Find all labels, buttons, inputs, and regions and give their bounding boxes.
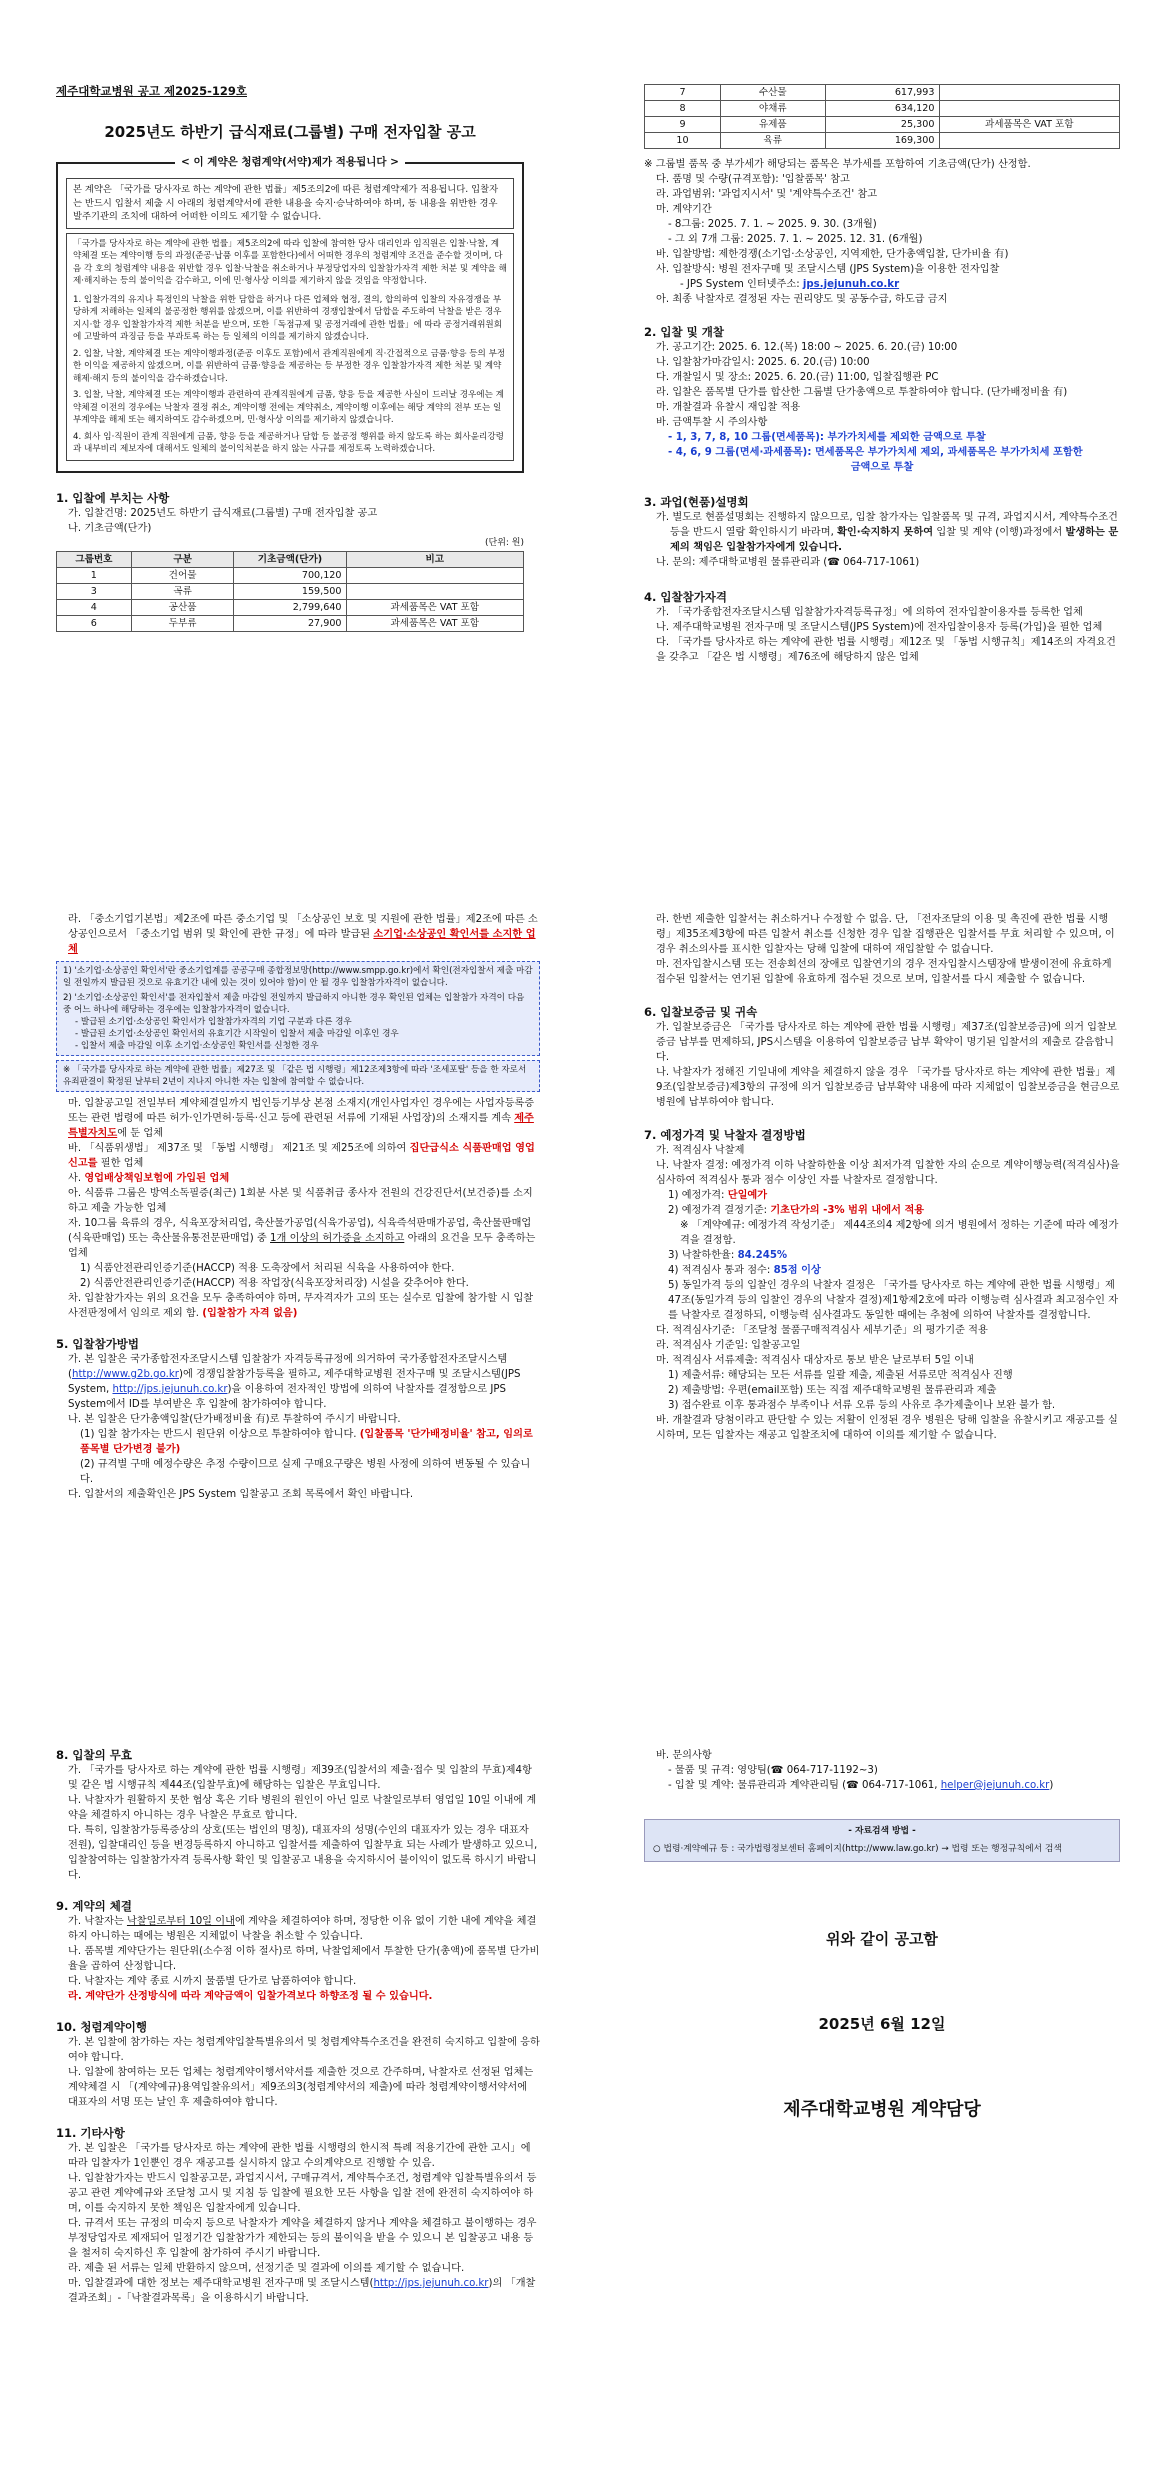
table-row [57, 567, 524, 583]
jps-link[interactable]: jps.jejunuh.co.kr [802, 279, 900, 290]
confirmation-subnote: - 발급된 소기업·소상공인 확인서의 유효기간 시작일이 입찰서 제출 마감일 이후인 경우 [75, 1029, 399, 1039]
eligibility-item: 나. 제주대학교병원 전자구매 및 조달시스템(JPS System)에 전자입찰이용자 등록(가입)을 필한 업체 [656, 622, 1103, 633]
location-end: 에 둔 업체 [117, 1128, 164, 1139]
section-1-title: 1. 입찰에 부치는 사항 [56, 490, 170, 505]
contract-period-item: - 그 외 7개 그룹: 2025. 7. 1. ~ 2025. 12. 31. (6개월) [668, 234, 923, 245]
meat-emph: 1개 이상의 허가증을 소지하고 [270, 1233, 405, 1244]
section-10-title: 10. 청렴계약이행 [56, 2020, 148, 2034]
table-cell [939, 85, 1120, 101]
contact-text: - 입찰 및 계약: 물류관리과 계약관리팀 (☎ 064-717-1061, [668, 1780, 938, 1791]
briefing-emph2: 발생하는 문제의 책임은 입찰참가자에게 있습니다. [670, 527, 1119, 553]
integrity-item: 2. 입찰, 낙찰, 계약체결 또는 계약이행과정(준공 이후도 포함)에서 관계직원에게 직·간접적으로 금품·향응 등의 부정한 이익을 제공하지 않겠으며, 이를 위반하여 금품·향응을 제공하는 등 부정한 경우 입찰참가자격 제한 처분 및 계약해제·해지 등의 불이익을 감수하겠습니다. [73, 348, 506, 384]
section-5-title: 5. 입찰참가방법 [56, 1337, 140, 1351]
table-cell: 곡류 [131, 583, 234, 599]
table-row [645, 85, 1120, 101]
table-row [645, 133, 1120, 149]
no-transfer: 아. 최종 낙찰자로 결정된 자는 권리양도 및 공동수급, 하도급 금지 [656, 294, 948, 305]
integrity-item: 4. 회사 임·직원이 관계 직원에게 금품, 향응 등을 제공하거나 담합 등 불공정 행위를 하지 않도록 하는 회사윤리강령과 내부비리 제보자에 대해서도 일체의 불이익처분을 하지 않는 사규를 제정토록 노력하겠습니다. [73, 431, 504, 454]
table-cell: 과세품목은 VAT 포함 [939, 117, 1120, 133]
closing-text: 위와 같이 공고함 [826, 1930, 938, 1948]
price-basis-note: ※ 「계약예규: 예정가격 작성기준」 제44조의4 제2항에 의거 병원에서 정하는 기준에 따라 예정가격을 결정함. [680, 1220, 1119, 1246]
taxfree-caution: - 1, 3, 7, 8, 10 그룹(면세품목): 부가가치세를 제외한 금액으로 투찰 [668, 432, 986, 443]
integrity-rule: 가. 본 입찰에 참가하는 자는 청렴계약입찰특별유의서 및 청렴계약특수조건을 완전히 숙지하고 입찰에 응하여야 합니다. [68, 2037, 540, 2063]
meat-text: 자. 10그룹 육류의 경우, 식육포장처리업, 축산물가공업(식육가공업), 식육즉석판매가공업, 축산물판매업(식육판매업) 또는 축산물유통전문판매업) 중 [68, 1218, 532, 1244]
bid-rule: 라. 입찰은 품목별 단가를 합산한 그룹별 단가총액으로 투찰하여야 합니다. (단가배정비율 有) [656, 387, 1068, 398]
table-cell: 25,300 [825, 117, 939, 133]
misc-item: 가. 본 입찰은 「국가를 당사자로 하는 계약에 관한 법률 시행령의 한시적 특례 적용기간에 관한 고시」에 따라 입찰자가 1인뿐인 경우 재공고를 실시하지 않고 수의계약으로 진행할 수 있음. [68, 2143, 531, 2169]
document-deadline: 마. 적격심사 서류제출: 적격심사 대상자로 통보 받은 날로부터 5일 이내 [656, 1355, 974, 1366]
food-license-requirement [56, 1141, 540, 1171]
no-withdrawal: 라. 한번 제출한 입찰서는 취소하거나 수정할 수 없음. 단, 「전자조달의 이용 및 촉진에 관한 법률 시행령」제35조제3항에 따른 입찰서 취소를 신청한 경우 입찰 집행관은 입찰서를 무효 처리할 수 있으며, 이 경우 취소의사를 표시한 입찰자는 당해 입찰에 대하여 재입찰할 수 없습니다. [656, 914, 1115, 955]
contract-period-label: 마. 계약기간 [656, 204, 712, 215]
contract-period-item: - 8그룹: 2025. 7. 1. ~ 2025. 9. 30. (3개월) [668, 219, 877, 230]
table-row [57, 615, 524, 631]
document-rule: 2) 제출방법: 우편(email포함) 또는 직접 제주대학교병원 물류관리과 제출 [668, 1385, 997, 1396]
meat-end: 아래의 요건을 모두 충족하는 업체 [68, 1233, 536, 1259]
bid-method: 바. 입찰방법: 제한경쟁(소기업·소상공인, 지역제한, 단가총액입찰, 단가비율 有) [656, 249, 1009, 260]
table-cell: 617,993 [825, 85, 939, 101]
meat-subitem: 1) 식품안전관리인증기준(HACCP) 적용 도축장에서 처리된 식육을 사용하여야 한다. [80, 1263, 455, 1274]
table-cell: 건어물 [131, 567, 234, 583]
table-header: 기초금액(단가) [234, 551, 346, 567]
table-cell [939, 133, 1120, 149]
table-cell: 2,799,640 [234, 599, 346, 615]
vat-note: ※ 그룹별 품목 중 부가세가 해당되는 품목은 부가세를 포함하여 기초금액(단가) 산정함. [644, 159, 1031, 170]
page3-left-column [56, 1748, 540, 2306]
bid-name: 가. 입찰건명: 2025년도 하반기 급식재료(그룹별) 구매 전자입찰 공고 [68, 507, 378, 519]
page2-right-column [644, 912, 1120, 1443]
document-rule: 3) 접수완료 이후 통과점수 부족이나 서류 오류 등의 사유로 추가제출이나 보완 불가 함. [668, 1400, 1056, 1411]
table-cell: 4 [57, 599, 132, 615]
hygiene-requirement: 아. 식품류 그룹은 방역소독필증(최근) 1회분 사본 및 식품취급 종사자 전원의 건강진단서(보건증)를 소지하고 제출 가능한 업체 [68, 1188, 533, 1214]
insurance-requirement [56, 1171, 540, 1186]
review-criteria: 다. 적격심사기준: 「조달청 물품구매적격심사 세부기준」의 평가기준 적용 [656, 1325, 988, 1336]
location-text: 마. 입찰공고일 전일부터 계약체결일까지 법인등기부상 본점 소재지(개인사업자인 경우에는 사업자등록증 또는 관련 법령에 따른 허가·인가면허·등록·신고 등에 관련된 서류에 기재된 사업장)의 소재지를 계속 [68, 1098, 535, 1124]
disqualification-emph: (입찰참가 자격 없음) [202, 1308, 298, 1319]
contact-item: - 물품 및 규격: 영양팀(☎ 064-717-1192~3) [668, 1765, 878, 1776]
deposit-forfeit: 나. 낙찰자가 정해진 기일내에 계약을 체결하지 않을 경우 「국가를 당사자로 하는 계약에 관한 법률」제9조(입찰보증금)제3항의 규정에 의거 입찰보증금 납부확약 내용에 따라 지체없이 입찰보증금을 현금으로 병원에 납부하여야 합니다. [656, 1067, 1120, 1108]
disqualification [56, 1291, 540, 1321]
table-row [645, 117, 1120, 133]
meat-subitem: 2) 식품안전관리인증기준(HACCP) 적용 작업장(식육포장처리장) 시설을 갖추어야 한다. [80, 1278, 469, 1289]
deadline: 나. 입찰참가마감일시: 2025. 6. 20.(금) 10:00 [656, 357, 870, 368]
price-basis-label: 2) 예정가격 결정기준: [668, 1205, 768, 1216]
page1-right-column [644, 84, 1120, 665]
table-cell: 1 [57, 567, 132, 583]
contact-end: ) [1049, 1780, 1054, 1791]
bid-unit-emph: (입찰품목 '단가배정비율' 참고, 임의로 품목별 단가변경 불가) [80, 1429, 533, 1455]
section-7-title: 7. 예정가격 및 낙찰자 결정방법 [644, 1128, 806, 1142]
section-6-title: 6. 입찰보증금 및 귀속 [644, 1005, 758, 1019]
section-4-title: 4. 입찰참가자격 [644, 590, 728, 604]
section-11-title: 11. 기타사항 [56, 2126, 125, 2140]
estimated-price-label: 1) 예정가격: [668, 1190, 725, 1201]
contract-deadline-end: 에 계약을 체결하여야 하며, 정당한 이유 없이 기한 내에 계약을 체결하지 아니하는 때에는 병원은 지체없이 낙찰을 취소할 수 있습니다. [68, 1916, 537, 1942]
base-price-label: 나. 기초금액(단가) [68, 522, 152, 534]
min-rate-value: 84.245% [737, 1250, 788, 1261]
price-adjust-warning: 라. 계약단가 산정방식에 따라 계약금액이 입찰가격보다 하향조정 될 수 있습니다. [68, 1991, 433, 2002]
insurance-emph: 영업배상책임보험에 가입된 업체 [84, 1173, 230, 1184]
bid-unit-text: (1) 입찰 참가자는 반드시 원단위 이상으로 투찰하여야 합니다. [80, 1429, 357, 1440]
contact-item [644, 1778, 1120, 1793]
participation-text2: )에 경쟁입찰참가등록을 필하고, 제주대학교병원 전자구매 및 조달시스템(JPS System, [68, 1369, 521, 1395]
integrity-lead: 「국가를 당사자로 하는 계약에 관한 법률」제5조의2에 따라 입찰에 참여한 당사 대리인과 임직원은 입찰·낙찰, 계약체결 또는 계약이행 등의 과정(준공·납품 이후를 포함한다)에서 어떠한 경우의 청렴계약 조건을 준수할 것이며, 다음 각 호의 청렴계약 내용을 위반할 경우 입찰·낙찰을 취소하거나 부정당업자의 입찰참가자격 제한 처분 및 계약을 해제·해지하는 등의 불이익을 감수하고, 이에 민·형사상 이의를 제기하지 않을 것임을 약정합니다. [73, 238, 507, 286]
briefing-text: 가. 별도로 현품설명회는 진행하지 않으므로, 입찰 참가자는 입찰품목 및 규격, 과업지시서, 계약특수조건 등을 반드시 열람 확인하시기 바라며, [656, 512, 1118, 538]
opening: 다. 개찰일시 및 장소: 2025. 6. 20.(금) 11:00, 입찰집행관 PC [656, 372, 939, 383]
table-cell [346, 567, 523, 583]
page3-right-column [644, 1748, 1120, 2120]
bid-unit-rule [56, 1427, 540, 1457]
table-cell [939, 101, 1120, 117]
integrity-pledge [66, 233, 514, 461]
table-cell: 10 [645, 133, 721, 149]
quantity-note: (2) 규격별 구매 예정수량은 추정 수량이므로 실제 구매요구량은 병원 사정에 의하여 변동될 수 있습니다. [80, 1459, 531, 1485]
invalid-bid: 다. 특히, 입찰참가등록증상의 상호(또는 법인의 명칭), 대표자의 성명(수인의 대표자가 있는 경우 대표자 전원), 입찰대리인 등을 변경등록하지 아니하고 입찰서를 제출하여 입찰무효 되는 사례가 발생하고 있으니, 입찰참여하는 입찰참가자격 등록사항 확인 및 입찰공고 내용을 숙지하시어 불이익이 없도록 하시기 바랍니다. [68, 1825, 538, 1881]
table-row [57, 599, 524, 615]
notice-date: 2025년 6월 12일 [818, 2015, 946, 2033]
supply-rule: 다. 낙찰자는 계약 종료 시까지 물품별 단가로 납품하여야 합니다. [68, 1976, 357, 1987]
contract-deadline-emph: 낙찰일로부터 10일 이내 [126, 1916, 235, 1927]
table-cell: 과세품목은 VAT 포함 [346, 615, 523, 631]
table-cell: 육류 [721, 133, 826, 149]
notice-number: 제주대학교병원 공고 제2025-129호 [56, 84, 247, 98]
contract-deadline [56, 1914, 540, 1944]
misc-item: 라. 제출 된 서류는 일체 반환하지 않으며, 선정기준 및 결과에 이의를 제기할 수 없습니다. [68, 2263, 465, 2274]
eligibility-item: 다. 「국가를 당사자로 하는 계약에 관한 법률 시행령」제12조 및 「동법 시행규칙」제14조의 자격요건을 갖추고 「같은 법 시행령」제76조에 해당하지 않은 업체 [656, 637, 1116, 663]
table-cell: 700,120 [234, 567, 346, 583]
section-2-title: 2. 입찰 및 개찰 [644, 325, 724, 339]
tax-evasion-notice [56, 1060, 540, 1092]
unit-label: (단위: 원) [485, 537, 524, 548]
reference-box [644, 1819, 1120, 1862]
misc-item: 나. 입찰참가자는 반드시 입찰공고문, 과업지시서, 구매규격서, 계약특수조건, 청렴계약 입찰특별유의서 등 공고 관련 계약예규와 조달청 고시 및 지침 등 입찰에 필요한 모든 사항을 입찰 전에 완전히 숙지하여야 하며, 이를 숙지하지 못한 책임은 입찰자에게 있습니다. [68, 2173, 537, 2214]
food-license-text: 바. 「식품위생법」 제37조 및 「동법 시행령」 제21조 및 제25조에 의하여 [68, 1143, 407, 1154]
jps-link[interactable]: http://jps.jejunuh.co.kr [373, 2278, 489, 2289]
deposit-rule: 가. 입찰보증금은 「국가를 당사자로 하는 계약에 관한 법률 시행령」제37조(입찰보증금)에 의거 입찰보증금 납부를 면제하되, JPS시스템을 이용하여 입찰보증금 납부 확약이 명기된 입찰서의 제출로 갈음합니다. [656, 1022, 1117, 1063]
insurance-label: 사. [68, 1173, 82, 1184]
rebid-rule: 마. 개찰결과 유찰시 재입찰 적용 [656, 402, 801, 413]
min-rate [644, 1248, 1120, 1263]
jps-link[interactable]: http://jps.jejunuh.co.kr [112, 1384, 228, 1395]
signature: 제주대학교병원 계약담당 [783, 2099, 981, 2120]
confirmation-notice-box [56, 961, 540, 1056]
table-cell: 7 [645, 85, 721, 101]
contract-deadline-text: 가. 낙찰자는 [68, 1916, 124, 1927]
briefing-note [656, 510, 1120, 555]
base-price-table-continued [644, 84, 1120, 149]
scope: 라. 과업범위: '과업지시서' 및 '계약특수조건' 참고 [656, 189, 878, 200]
invalid-bid: 나. 낙찰자가 원활하지 못한 협상 혹은 기타 병원의 원인이 아닌 일로 낙찰일로부터 영업일 10일 이내에 계약을 체결하지 아니하는 경우 낙찰은 무효로 합니다. [68, 1795, 537, 1821]
location-emph: 제주특별자치도 [68, 1113, 534, 1139]
pass-score-value: 85점 이상 [773, 1265, 821, 1276]
table-cell: 159,500 [234, 583, 346, 599]
submission-check: 다. 입찰서의 제출확인은 JPS System 입찰공고 조회 목록에서 확인 바랍니다. [68, 1489, 414, 1500]
integrity-rule: 나. 입찰에 참여하는 모든 업체는 청렴계약이행서약서를 제출한 것으로 간주하며, 낙찰자로 선정된 업체는 계약체결 시 「(계약예규)용역입찰유의서」제9조의3(청렴계약서의 제출)에 따라 청렴계약이행서약서에 대표자의 서명 또는 날인 후 제출하여야 합니다. [68, 2067, 534, 2108]
notice-period: 가. 공고기간: 2025. 6. 12.(목) 18:00 ~ 2025. 6. 20.(금) 10:00 [656, 342, 958, 353]
price-basis [644, 1203, 1120, 1218]
integrity-intro [66, 178, 514, 229]
table-header: 그룹번호 [57, 551, 132, 567]
integrity-contract-box [56, 156, 524, 473]
tie-rule: 5) 동일가격 등의 입찰인 경우의 낙찰자 결정은 「국가를 당사자로 하는 계약에 관한 법률 시행령」제47조(동일가격 등의 입찰인 경우의 낙찰자 결정)제1항제2호에 따라 이행능력 심사결과 최고점수인 자를 낙찰자로 결정하되, 이행능력 심사결과도 동일한 때에는 추첨에 의하여 낙찰자를 결정합니다. [668, 1280, 1119, 1321]
page2-left-column [56, 912, 540, 1502]
page1-left-column [56, 84, 524, 632]
section-3-title: 3. 과업(현품)설명회 [644, 495, 749, 509]
integrity-intro-text: 본 계약은 「국가를 당사자로 하는 계약에 관한 법률」제5조의2에 따른 청렴계약제가 적용됩니다. 입찰자는 반드시 입찰서 제출 시 아래의 청렴계약서에 관한 내용을 숙지·승낙하여야 하며, 동 내용을 위반한 경우 발주기관의 조치에 대하여 어떠한 이의도 제기할 수 없습니다. [73, 184, 499, 222]
mixed-caution-cont: 금액으로 투찰 [850, 462, 914, 473]
eligibility-text: 라. 「중소기업기본법」제2조에 따른 중소기업 및 「소상공인 보호 및 지원에 관한 법률」제2조에 따른 소상공인으로서 「중소기업 범위 및 확인에 관한 규정」에 따라 발급된 [68, 914, 538, 940]
pass-score-label: 4) 적격심사 통과 점수: [668, 1265, 771, 1276]
document-rule: 1) 제출서류: 해당되는 모든 서류를 일괄 제출, 제출된 서류로만 적격심사 진행 [668, 1370, 1013, 1381]
contact-label: 바. 문의사항 [656, 1750, 712, 1761]
min-rate-label: 3) 낙찰하한율: [668, 1250, 735, 1261]
reference-body: ○ 법령·계약예규 등 : 국가법령정보센터 홈페이지(http://www.law.go.kr) → 법령 또는 행정규칙에서 검색 [653, 1844, 1062, 1854]
table-cell: 수산물 [721, 85, 826, 101]
eligibility-small-business [56, 912, 540, 957]
jps-address [644, 277, 1120, 292]
results-text: 마. 입찰결과에 대한 정보는 제주대학교병원 전자구매 및 조달시스템( [68, 2278, 374, 2289]
table-cell: 634,120 [825, 101, 939, 117]
retender-rule: 바. 개찰결과 당첨이라고 판단할 수 있는 저활이 인정된 경우 병원은 당해 입찰을 유찰시키고 재공고를 실시하며, 모든 입찰자는 재공고 입찰조치에 대하여 이의를 제기할 수 없습니다. [656, 1415, 1118, 1441]
disqualification-text: 차. 입찰참가자는 위의 요건을 모두 충족하여야 하며, 무자격자가 고의 또는 실수로 입찰에 참가할 시 입찰 사전판정에서 임의로 제외 함. [68, 1293, 534, 1319]
email-link[interactable]: helper@jejunuh.co.kr [940, 1780, 1050, 1791]
meat-requirement [56, 1216, 540, 1261]
award-method: 가. 적격심사 낙찰제 [656, 1145, 745, 1156]
reference-title: - 자료검색 방법 - [848, 1826, 916, 1836]
briefing-contact: 나. 문의: 제주대학교병원 물류관리과 (☎ 064-717-1061) [656, 557, 920, 568]
tax-evasion-text: ※ 「국가를 당사자로 하는 계약에 관한 법률」제27조 및 「같은 법 시행령」제12조제3항에 따라 '조세포탈' 등을 한 자로서 유죄판결이 확정된 날부터 2년이 지나지 아니한 자는 입찰에 참여할 수 없습니다. [63, 1065, 527, 1087]
results-info [56, 2276, 540, 2306]
review-date: 라. 적격심사 기준일: 입찰공고일 [656, 1340, 801, 1351]
table-cell: 과세품목은 VAT 포함 [346, 599, 523, 615]
estimated-price [644, 1188, 1120, 1203]
invalid-bid: 가. 「국가를 당사자로 하는 계약에 관한 법률 시행령」제39조(입찰서의 제출·접수 및 입찰의 무효)제4항 및 같은 법 시행규칙 제44조(입찰무효)에 해당하는 입찰은 무효입니다. [68, 1765, 532, 1791]
food-license-end: 필한 업체 [100, 1158, 144, 1169]
table-cell [346, 583, 523, 599]
g2b-link[interactable]: http://www.g2b.go.kr [71, 1369, 179, 1380]
participation-text3: )을 이용하여 전자적인 방법에 의하여 낙찰자를 결정함으로 JPS System에서 ID를 부여받은 후 입찰에 참가하여야 합니다. [68, 1384, 506, 1410]
misc-item: 다. 규격서 또는 규정의 미숙지 등으로 낙찰자가 계약을 체결하지 않거나 계약을 체결하고 불이행하는 경우 부정당업자로 제재되어 일정기간 입찰참가가 제한되는 등의 불이익을 받을 수 있으니 본 입찰공고 내용 등을 철저히 숙지하신 후 입찰에 참가하여 주시기 바랍니다. [68, 2218, 537, 2259]
confirmation-note: 2) '소기업·소상공인 확인서'를 전자입찰서 제출 마감일 전일까지 발급하지 아니한 경우 확인된 업체는 입찰참가 자격이 다음 중 어느 하나에 해당하는 경우에는 입찰참가자격이 없습니다. [63, 993, 525, 1015]
bid-system: 사. 입찰방식: 병원 전자구매 및 조달시스템 (JPS System)을 이용한 전자입찰 [656, 264, 1000, 275]
jps-address-label: - JPS System 인터넷주소: [680, 279, 800, 290]
confirmation-subnote: - 발급된 소기업·소상공인 확인서가 입찰참가자격의 기업 구분과 다른 경우 [75, 1017, 352, 1027]
integrity-heading: < 이 계약은 청렴계약(서약)제가 적용됩니다 > [175, 156, 405, 168]
item-spec: 다. 품명 및 수량(규격포함): '입찰품목' 참고 [656, 174, 850, 185]
food-license-emph: 집단급식소 식품판매업 영업신고를 [68, 1143, 535, 1169]
section-9-title: 9. 계약의 체결 [56, 1899, 132, 1913]
confirmation-subnote: - 입찰서 제출 마감일 이후 소기업·소상공인 확인서를 신청한 경우 [75, 1041, 319, 1051]
table-cell: 3 [57, 583, 132, 599]
table-cell: 169,300 [825, 133, 939, 149]
integrity-item: 3. 입찰, 낙찰, 계약체결 또는 계약이행과 관련하여 관계직원에게 금품, 향응 등을 제공한 사실이 드러날 경우에는 계약체결 이전의 경우에는 낙찰자 결정 취소, 계약이행 전에는 계약취소, 계약이행 이후에는 해당 계약의 전부 또는 일부계약을 해제 또는 해지하여도 감수하겠으며, 민·형사상 이의를 제기하지 않겠습니다. [73, 390, 504, 425]
confirmation-note: 1) '소기업·소상공인 확인서'란 중소기업계를 공공구매 종합정보망(http://www.smpp.go.kr)에서 확인(전자입찰서 제출 마감일 전일까지 발급된 것으로 유효기간 내에 있는 것이 있어야 함)이 안 될 경우 입찰참가자격이 없습니다. [63, 966, 533, 988]
page-title: 2025년도 하반기 급식재료(그룹별) 구매 전자입찰 공고 [104, 123, 476, 141]
results-end: )의 「개찰결과조회」-「낙찰결과목록」을 이용하시기 바랍니다. [68, 2278, 536, 2304]
table-cell: 6 [57, 615, 132, 631]
price-caution: 바. 금액투찰 시 주의사항 [656, 417, 768, 428]
location-requirement [56, 1096, 540, 1141]
mixed-caution: - 4, 6, 9 그룹(면세·과세품목): 면세품목은 부가가치세 제외, 과세품목은 부가가치세 포함한 [668, 447, 1083, 458]
base-price-table [56, 551, 524, 632]
table-header: 구분 [131, 551, 234, 567]
table-cell: 야채류 [721, 101, 826, 117]
award-decision: 나. 낙찰자 결정: 예정가격 이하 낙찰하한율 이상 최저가격 입찰한 자의 순으로 계약이행능력(적격심사)을 심사하여 적격심사 통과 점수 이상인 자를 낙찰자로 결정합니다. [656, 1160, 1120, 1186]
briefing-text2: 입찰 및 계약 (이행)과정에서 [936, 527, 1063, 538]
table-row [645, 101, 1120, 117]
participation-method [56, 1352, 540, 1412]
table-header: 비고 [346, 551, 523, 567]
eligibility-emph: 소기업·소상공인 확인서를 소지한 업체 [68, 929, 536, 955]
table-cell: 9 [645, 117, 721, 133]
eligibility-item: 가. 「국가종합전자조달시스템 입찰참가자격등록규정」에 의하여 전자입찰이용자를 등록한 업체 [656, 607, 1083, 618]
integrity-item: 1. 입찰가격의 유지나 특정인의 낙찰을 위한 담합을 하거나 다른 업체와 협정, 결의, 합의하여 입찰의 자유경쟁을 부당하게 저해하는 일체의 불공정한 행위를 않겠으며, 이를 위반하여 경쟁입찰에서 담합을 주도하여 낙찰을 받은 경우 지시·할 경우 입찰참가자격 제한 처분을 받으며, 또한「독점규제 및 공정거래에 관한 법률」에 따라 공정거래위원회에 고발하여 과징금 등을 부과토록 하는 등 일체의 이의를 제기하지 않겠습니다. [73, 294, 503, 342]
unit-price-bid: 나. 본 입찰은 단가총액입찰(단가배정비율 有)로 투찰하여 주시기 바랍니다. [68, 1414, 401, 1425]
unit-price-calc: 나. 품목별 계약단가는 원단위(소수점 이하 절사)로 하며, 낙찰업체에서 투찰한 단가(총액)에 품목별 단가비율을 곱하여 산정합니다. [68, 1946, 540, 1972]
table-row [57, 583, 524, 599]
participation-text: 가. 본 입찰은 국가종합전자조달시스템 입찰참가 자격등록규정에 의거하여 국가종합전자조달시스템( [68, 1354, 508, 1380]
section-8-title: 8. 입찰의 무효 [56, 1748, 132, 1762]
briefing-emph: 확인·숙지하지 못하여 [837, 527, 934, 538]
estimated-price-value: 단일예가 [727, 1190, 768, 1201]
table-cell: 8 [645, 101, 721, 117]
system-failure: 마. 전자입찰시스템 또는 전송회선의 장애로 입찰연기의 경우 전자입찰시스템장애 발생이전에 유효하게 접수된 입찰서는 연기된 입찰에 유효하게 접수된 것으로 보며, 입찰서를 다시 제출할 수 없습니다. [656, 959, 1112, 985]
table-cell: 공산품 [131, 599, 234, 615]
pass-score [644, 1263, 1120, 1278]
table-cell: 27,900 [234, 615, 346, 631]
table-cell: 유제품 [721, 117, 826, 133]
price-basis-value: 기초단가의 -3% 범위 내에서 적용 [770, 1205, 925, 1216]
table-cell: 두부류 [131, 615, 234, 631]
